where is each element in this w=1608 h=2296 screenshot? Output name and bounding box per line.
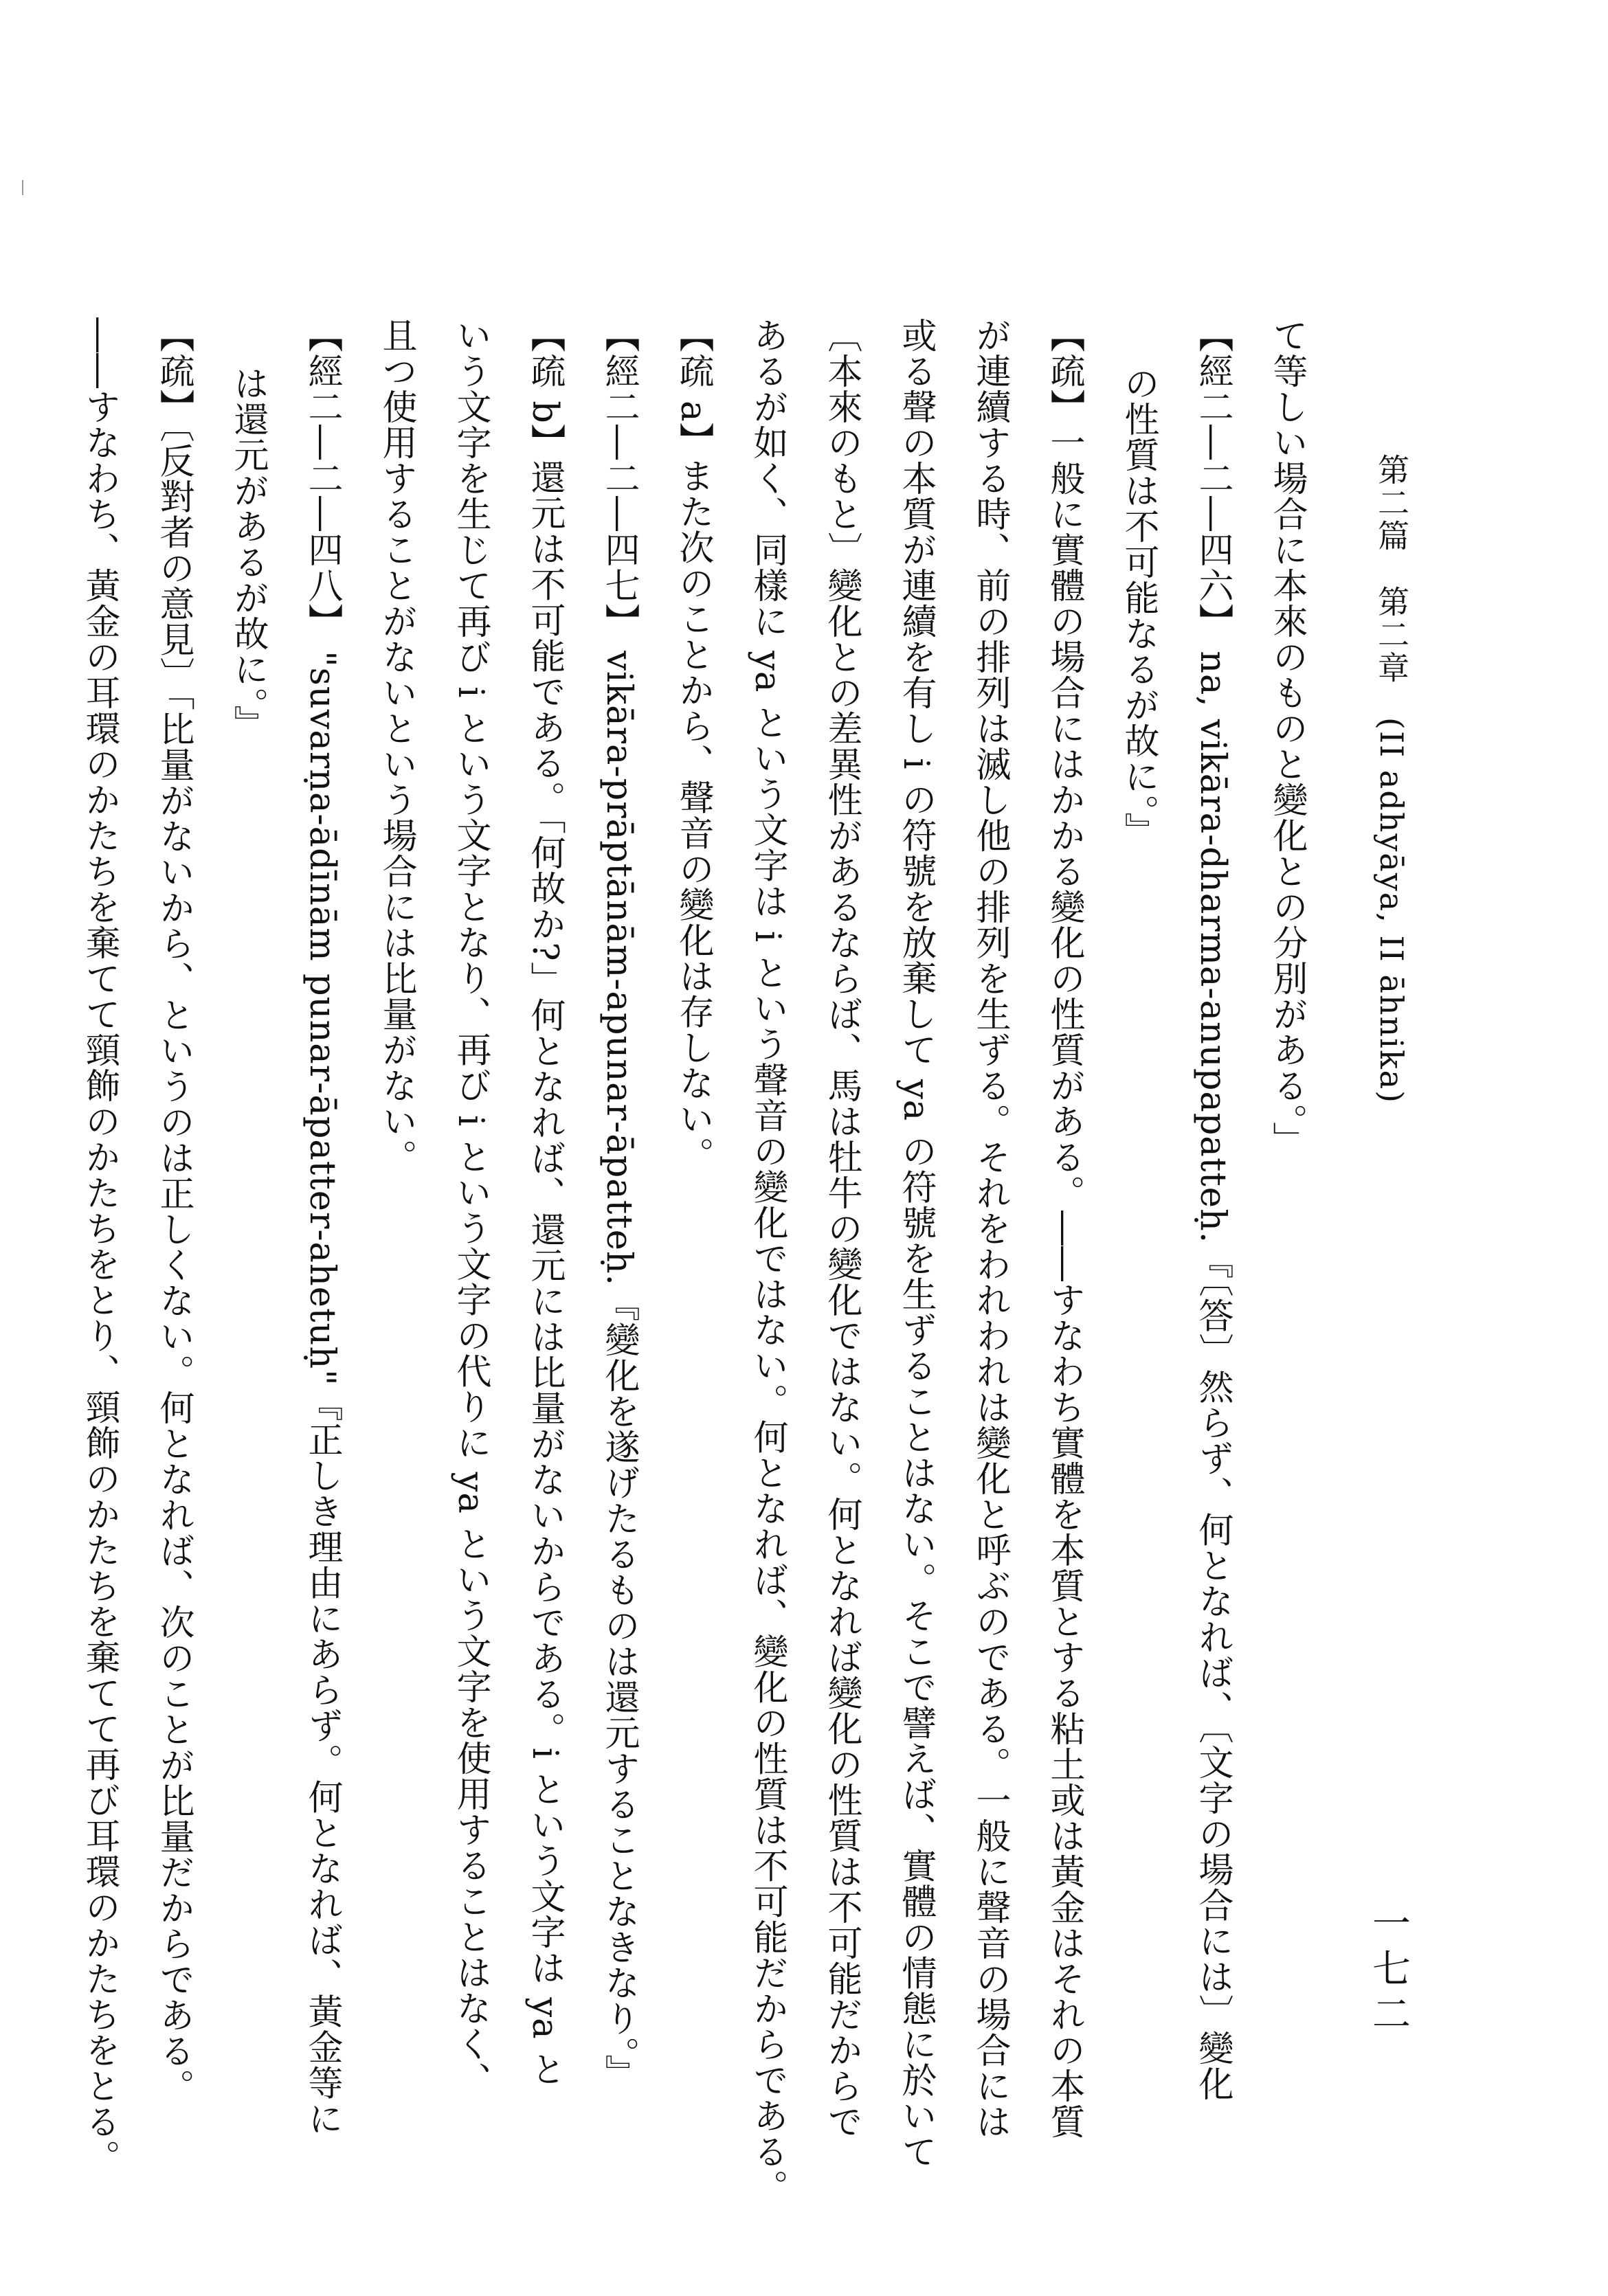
running-head: 第二篇 第二章 (II adhyāya, II āhnika) <box>1373 453 1410 1105</box>
text-column: 〔本來のもと〕變化との差異性があるならば、馬は牡牛の變化ではない。何となれば變化の性質は不可能だからで <box>821 317 862 2139</box>
text-column: 【經二―二―四七】 vikāra-prāptānām-apunar-āpatteḥ.『變化を遂げたるものは還元することなきなり。』 <box>599 317 639 2091</box>
text-column: て等しい場合に本來のものと變化との分別がある。」 <box>1266 317 1307 1158</box>
text-column: あるが如く、同樣に ya という文字は i という聲音の變化ではない。何となれば、變化の性質は不可能だからである。 <box>747 317 788 2205</box>
text-column: 【疏】〔反對者の意見〕「比量がないから、というのは正しくない。何となれば、次のことが比量だからである。 <box>153 317 194 2104</box>
text-column: が連續する時、前の排列は滅し他の排列を生ずる。それをわれわれは變化と呼ぶのである。一般に聲音の場合には <box>970 317 1010 2139</box>
text-column: 【經二―二―四六】 na, vikāra-dharma-anupapatteḥ.『〔答〕然らず、何となれば、〔文字の場合には〕變化 <box>1192 317 1233 2102</box>
page-number: 一七二 <box>1366 1903 1411 2039</box>
text-column: の性質は不可能なるが故に。』 <box>1118 365 1159 848</box>
text-column: は還元があるが故に。』 <box>227 365 268 741</box>
text-column: 【經二―二―四八】 "suvarṇa-ādīnām punar-āpatter-ahetuḥ"『正しき理由にあらず。何となれば、黃金等に <box>302 317 342 2137</box>
body-text <box>62 317 1324 2296</box>
margin-mark <box>22 180 23 195</box>
text-column: 【疏 b】還元は不可能である。「何故か?」何となれば、還元には比量がないからである。i という文字は ya と <box>524 317 565 2087</box>
text-column: 【疏 a】また次のことから、聲音の變化は存しない。 <box>673 317 713 1173</box>
text-column: ――すなわち、黃金の耳環のかたちを棄てて頸飾のかたちをとり、頸飾のかたちを棄てて再び耳環のかたちをとる。 <box>79 317 120 2175</box>
text-column: いう文字を生じて再び i という文字となり、再び i という文字の代りに ya という文字を使用することはなく、 <box>450 317 491 2098</box>
text-column: 或る聲の本質が連續を有し i の符號を放棄して ya の符號を生ずることはない。そこで譬えば、實體の情態に於いて <box>895 317 936 2170</box>
text-column: 【疏】一般に實體の場合にはかかる變化の性質がある。――すなわち實體を本質とする粘土或は黃金はそれの本質 <box>1044 317 1084 2139</box>
text-column: 且つ使用することがないという場合には比量がない。 <box>376 317 416 1175</box>
